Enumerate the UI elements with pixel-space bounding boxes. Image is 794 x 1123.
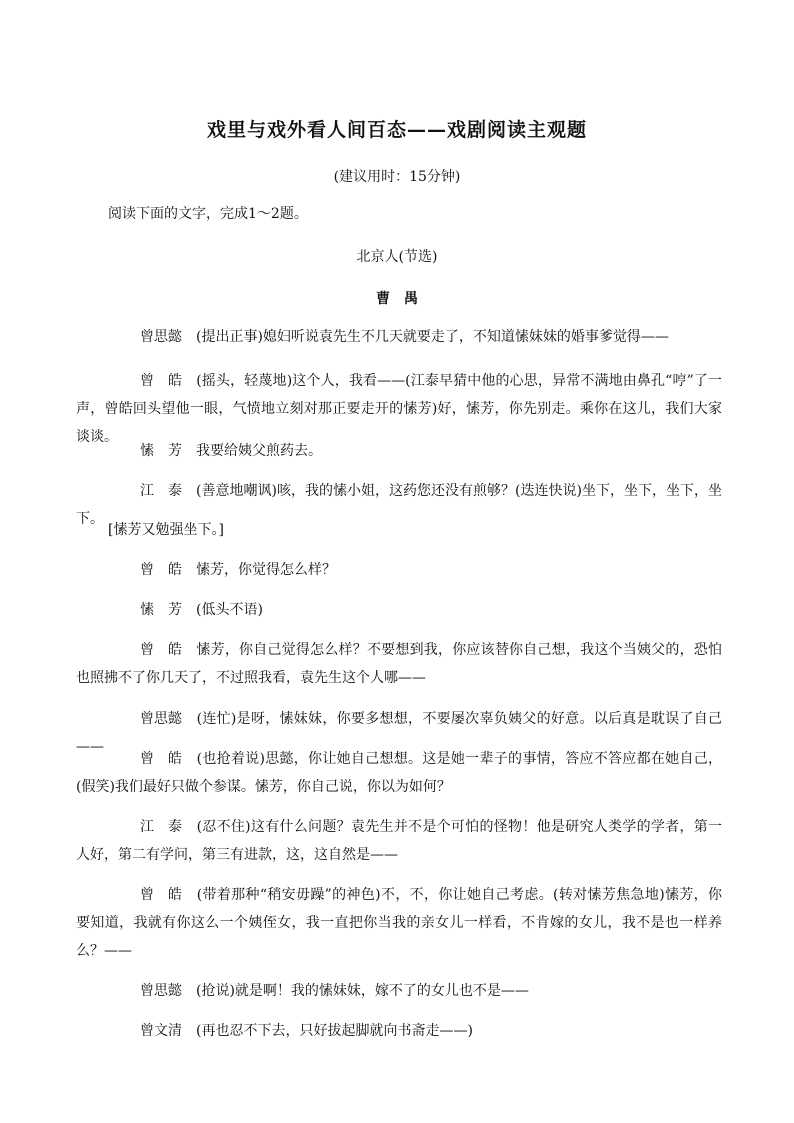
play-title: 北京人(节选) [356, 249, 438, 265]
line-text: 愫芳，你自己觉得怎么样？不要想到我，你应该替你自己想，我这个当姨父的，恐怕也照拂不了你几天了，不过照我看，袁先生这个人哪—— [76, 642, 722, 686]
line-text: [愫芳又勉强坐下。] [108, 522, 224, 538]
line-text: (摇头，轻蔑地)这个人，我看——(江泰早猜中他的心思，异常不满地由鼻孔“哼”了一声，曾皓回头望他一眼，气愤地立刻对那正要走开的愫芳)好，愫芳，你先别走。乘你在这儿，我们大家谈谈。 [76, 373, 723, 445]
dialogue-line [76, 636, 722, 692]
line-text: (忍不住)这有什么问题？袁先生并不是个可怕的怪物！他是研究人类学的学者，第一人好，第二有学问，第三有进款，这，这自然是—— [76, 819, 723, 863]
line-text: (也抢着说)思懿，你让她自己想想。这是她一辈子的事情，答应不答应都在她自己，(假笑)我们最好只做个参谋。愫芳，你自己说，你以为如何？ [76, 751, 723, 795]
speaker: 曾 皓 [140, 642, 182, 658]
line-text: (低头不语) [196, 602, 263, 618]
dialogue-line [76, 813, 722, 869]
dialogue-line [76, 437, 722, 465]
dialogue-line [76, 556, 722, 584]
speaker: 曾 皓 [140, 562, 182, 578]
line-text: (抢说)就是啊！我的愫妹妹，嫁不了的女儿也不是—— [196, 983, 529, 999]
speaker: 愫 芳 [140, 602, 182, 618]
speaker: 江 泰 [140, 483, 182, 499]
speaker: 曾文清 [140, 1023, 182, 1039]
line-text: 我要给姨父煎药去。 [196, 443, 322, 459]
line-text: (提出正事)媳妇听说袁先生不几天就要走了，不知道愫妹妹的婚事爹觉得—— [196, 329, 669, 345]
author: 曹 禺 [376, 291, 418, 307]
line-text: 愫芳，你觉得怎么样？ [196, 562, 336, 578]
speaker: 曾思懿 [140, 983, 182, 999]
suggested-time: (建议用时：15分钟) [333, 169, 461, 185]
dialogue-line [76, 323, 722, 351]
line-text: (带着那种“稍安毋躁”的神色)不，不，你让她自己考虑。(转对愫芳焦急地)愫芳，你要知道，我就有你这么一个姨侄女，我一直把你当我的亲女儿一样看，不肯嫁的女儿，我不是也一样养么？—— [76, 887, 723, 959]
speaker: 曾 皓 [140, 751, 182, 767]
line-text: (善意地嘲讽)咳，我的愫小姐，这药您还没有煎够？(迭连快说)坐下，坐下，坐下，坐下。 [76, 483, 722, 527]
dialogue-line [76, 1017, 722, 1045]
dialogue-line [76, 745, 722, 801]
line-text: (再也忍不下去，只好拔起脚就向书斋走——) [196, 1023, 473, 1039]
line-text: (连忙)是呀，愫妹妹，你要多想想，不要屡次辜负姨父的好意。以后真是耽误了自己—— [76, 711, 723, 755]
stage-direction [76, 516, 722, 544]
speaker: 愫 芳 [140, 443, 182, 459]
dialogue-line [76, 977, 722, 1005]
speaker: 曾 皓 [140, 887, 182, 903]
speaker: 江 泰 [140, 819, 182, 835]
speaker: 曾思懿 [140, 711, 182, 727]
dialogue-line [76, 881, 722, 965]
dialogue-line [76, 596, 722, 624]
speaker: 曾 皓 [140, 373, 182, 389]
page-title: 戏里与戏外看人间百态——戏剧阅读主观题 [206, 119, 587, 141]
speaker: 曾思懿 [140, 329, 182, 345]
instruction: 阅读下面的文字，完成1～2题。 [108, 206, 308, 222]
